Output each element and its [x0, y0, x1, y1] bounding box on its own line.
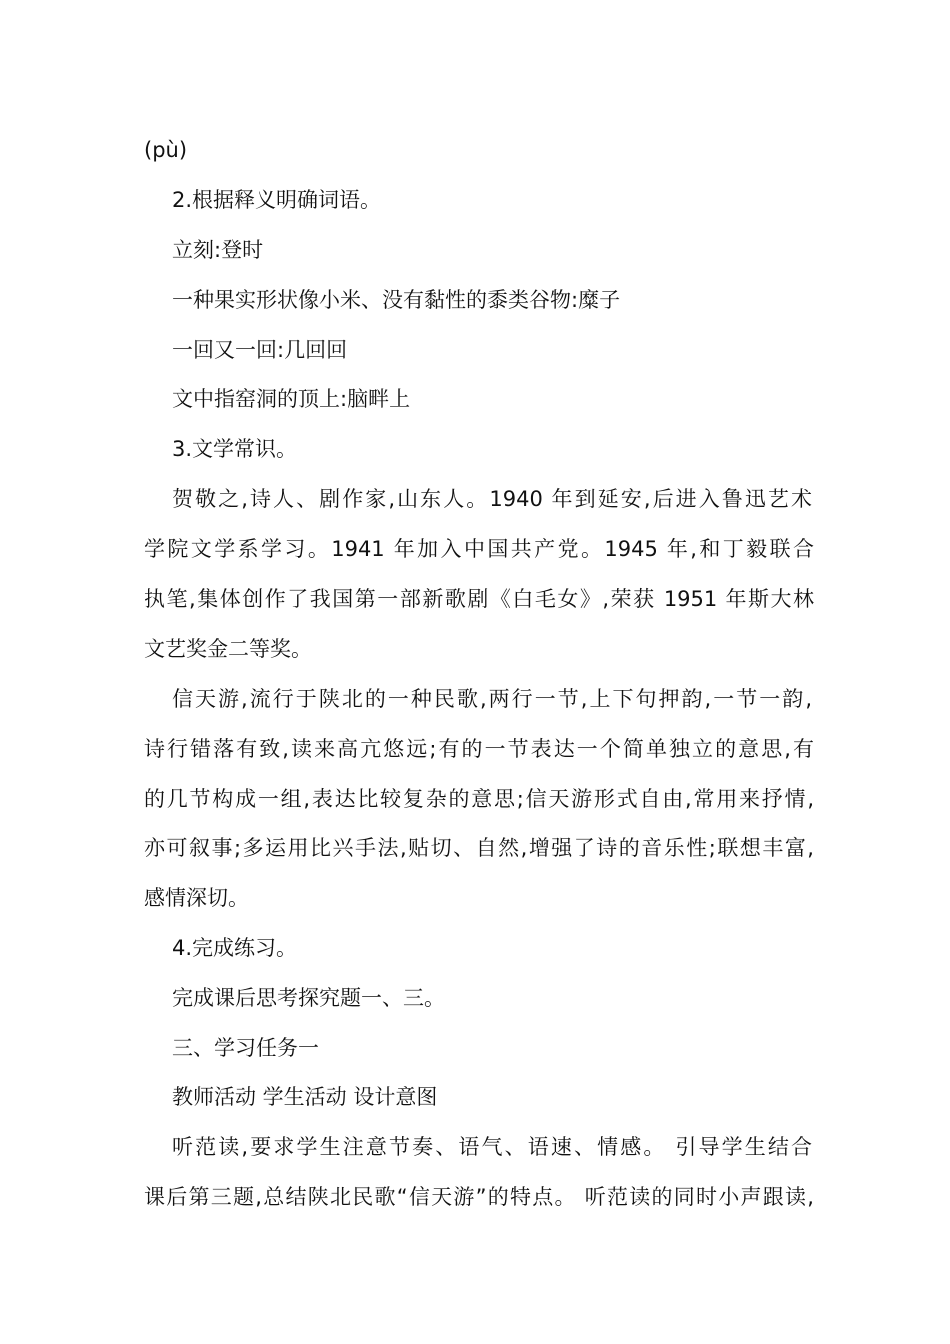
section-heading: 3.文学常识。	[172, 437, 298, 461]
text-line: 立刻:登时	[172, 238, 264, 262]
text-line: 文中指窑洞的顶上:脑畔上	[172, 387, 411, 411]
section-heading: 4.完成练习。	[172, 936, 298, 960]
text-line: 诗行错落有致,读来高亢悠远;有的一节表达一个简单独立的意思,有	[144, 737, 814, 761]
text-line: 亦可叙事;多运用比兴手法,贴切、自然,增强了诗的音乐性;联想丰富,	[144, 836, 814, 860]
text-line: 的几节构成一组,表达比较复杂的意思;信天游形式自由,常用来抒情,	[144, 787, 814, 811]
text-line: 学院文学系学习。1941 年加入中国共产党。1945 年,和丁毅联合	[144, 537, 814, 561]
text-line: 一回又一回:几回回	[172, 338, 348, 362]
text-line: (pù)	[144, 138, 188, 162]
text-line: 一种果实形状像小米、没有黏性的黍类谷物:糜子	[172, 288, 621, 312]
text-line: 课后第三题,总结陕北民歌“信天游”的特点。 听范读的同时小声跟读,	[144, 1185, 814, 1209]
text-line: 完成课后思考探究题一、三。	[172, 986, 445, 1010]
text-line: 感情深切。	[144, 886, 249, 910]
text-line: 贺敬之,诗人、剧作家,山东人。1940 年到延安,后进入鲁迅艺术	[172, 487, 812, 511]
text-line: 信天游,流行于陕北的一种民歌,两行一节,上下句押韵,一节一韵,	[172, 687, 812, 711]
text-line: 执笔,集体创作了我国第一部新歌剧《白毛女》,荣获 1951 年斯大林	[144, 587, 814, 611]
table-header-line: 教师活动 学生活动 设计意图	[172, 1085, 438, 1109]
section-heading: 三、学习任务一	[172, 1036, 319, 1060]
text-line: 2.根据释义明确词语。	[172, 188, 382, 212]
text-line: 文艺奖金二等奖。	[144, 637, 312, 661]
text-line: 听范读,要求学生注意节奏、语气、语速、情感。 引导学生结合	[172, 1135, 812, 1159]
